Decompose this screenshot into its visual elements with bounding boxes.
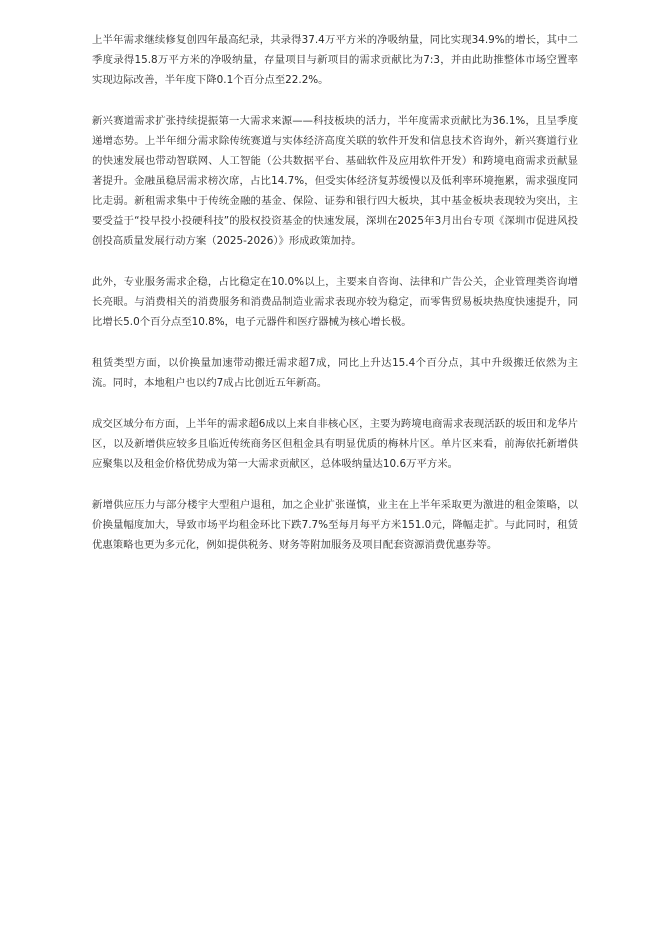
paragraph-rent-strategy: 新增供应压力与部分楼宇大型租户退租，加之企业扩张谨慎，业主在上半年采取更为激进的租金策略，以价换量幅度加大，导致市场平均租金环比下跌7.7%至每月每平方米151.0元，降幅走扩。与此同时，租赁优惠策略也更为多元化，例如提供税务、财务等附加服务及项目配套资源消费优惠券等。 [92, 499, 578, 551]
paragraph-demand-recovery: 上半年需求继续修复创四年最高纪录，共录得37.4万平方米的净吸纳量，同比实现34.9%的增长，其中二季度录得15.8万平方米的净吸纳量，存量项目与新项目的需求贡献比为7:3，并由此助推整体市场空置率实现边际改善，半年度下降0.1个百分点至22.2%。 [92, 34, 578, 86]
paragraph-leasing-type: 租赁类型方面，以价换量加速带动搬迁需求超7成，同比上升达15.4个百分点，其中升级搬迁依然为主流。同时，本地租户也以约7成占比创近五年新高。 [92, 357, 578, 389]
paragraph-regional-distribution: 成交区域分布方面，上半年的需求超6成以上来自非核心区，主要为跨境电商需求表现活跃的坂田和龙华片区，以及新增供应较多且临近传统商务区但租金具有明显优质的梅林片区。单片区来看，前海依托新增供应聚集以及租金价格优势成为第一大需求贡献区，总体吸纳量达10.6万平方米。 [92, 418, 578, 470]
article-body [92, 30, 578, 576]
paragraph-professional-services: 此外，专业服务需求企稳，占比稳定在10.0%以上，主要来自咨询、法律和广告公关，企业管理类咨询增长亮眼。与消费相关的消费服务和消费品制造业需求表现亦较为稳定，而零售贸易板块热度快速提升，同比增长5.0个百分点至10.8%，电子元器件和医疗器械为核心增长极。 [92, 276, 578, 328]
paragraph-emerging-sectors: 新兴赛道需求扩张持续提振第一大需求来源——科技板块的活力，半年度需求贡献比为36.1%，且呈季度递增态势。上半年细分需求除传统赛道与实体经济高度关联的软件开发和信息技术咨询外，新兴赛道行业的快速发展也带动智联网、人工智能（公共数据平台、基础软件及应用软件开发）和跨境电商需求贡献显著提升。金融虽稳居需求榜次席，占比14.7%，但受实体经济复苏缓慢以及低利率环境拖累，需求强度同比走弱。新租需求集中于传统金融的基金、保险、证券和银行四大板块，其中基金板块表现较为突出，主要受益于“投早投小投硬科技”的股权投资基金的快速发展，深圳在2025年3月出台专项《深圳市促进风投创投高质量发展行动方案（2025-2026）》形成政策加持。 [92, 115, 578, 247]
